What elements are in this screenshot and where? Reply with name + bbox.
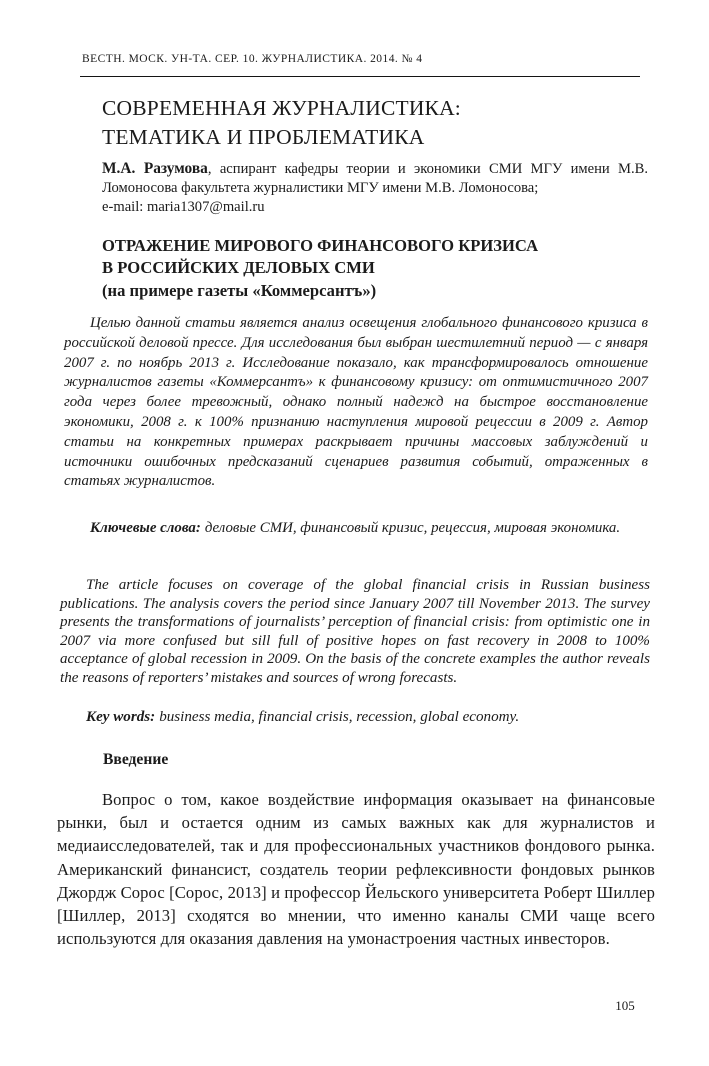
keywords-english-text: business media, financial crisis, recession, global economy. [159,709,520,725]
article-title [102,235,538,302]
running-header: ВЕСТН. МОСК. УН-ТА. СЕР. 10. ЖУРНАЛИСТИКА. 2014. № 4 [82,53,423,65]
rubric-title-line1: СОВРЕМЕННАЯ ЖУРНАЛИСТИКА: [102,96,461,120]
header-rule [80,76,640,77]
keywords-english-label: Key words: [86,709,156,725]
author-affiliation: , аспирант кафедры теории и экономики СМИ МГУ имени М.В. Ломоносова факультета журналистики МГУ имени М.В. Ломоносова; [102,161,649,197]
author-block [102,159,648,218]
keywords-english [60,708,650,727]
article-title-line1: ОТРАЖЕНИЕ МИРОВОГО ФИНАНСОВОГО КРИЗИСА [102,236,539,255]
page-number: 105 [615,998,635,1013]
abstract-english: The article focuses on coverage of the global financial crisis in Russian business publications. The analysis covers the period since January 2007 till November 2013. The survey presents the transformations of journalists’ perception of financial crisis: from optimistic one in 2007 via more confused but sill full of positive hopes on fast recovery in 2008 to 100% acceptance of global recession in 2009. On the basis of the concrete examples the author reveals the reasons of reporters’ mistakes and sources of wrong forecasts. [60,577,650,686]
abstract-russian: Целью данной статьи является анализ освещения глобального финансового кризиса в российской деловой прессе. Для исследования был выбран шестилетний период — с января 2007 г. по ноябрь 2013 г. Исследование показало, как трансформировалось отношение журналистов газеты «Коммерсантъ» к финансовому кризису: от оптимистичного 2007 года через более тревожный, однако полный надежд на быстрое восстановление экономики, 2008 г. к 100% признанию наступления мировой рецессии в 2009 г. Автор статьи на конкретных примерах раскрывает причины массовых заблуждений и источники ошибочных предсказаний сценариев развития событий, отраженных в статьях журналистов. [64,315,648,490]
keywords-russian-text: деловые СМИ, финансовый кризис, рецессия, мировая экономика. [204,520,621,536]
author-name: М.А. Разумова [102,160,208,177]
keywords-russian [64,519,648,539]
section-heading-introduction: Введение [103,751,169,768]
rubric-title [102,94,461,152]
article-title-line3: (на примере газеты «Коммерсантъ») [102,280,377,300]
keywords-russian-label: Ключевые слова: [90,520,201,536]
author-email: e-mail: maria1307@mail.ru [102,199,265,216]
rubric-title-line2: ТЕМАТИКА И ПРОБЛЕМАТИКА [102,125,425,149]
introduction-paragraph: Вопрос о том, какое воздействие информация оказывает на финансовые рынки, был и остается одним из самых важных как для журналистов и медиаисследователей, так и для профессиональных участников фондового рынка. Американский финансист, создатель теории рефлексивности фондовых рынков Джордж Сорос [Сорос, 2013] и профессор Йельского университета Роберт Шиллер [Шиллер, 2013] сходятся во мнении, что именно каналы СМИ чаще всего используются для оказания давления на умонастроения частных инвесторов. [57,790,655,949]
article-title-line2: В РОССИЙСКИХ ДЕЛОВЫХ СМИ [102,258,375,278]
